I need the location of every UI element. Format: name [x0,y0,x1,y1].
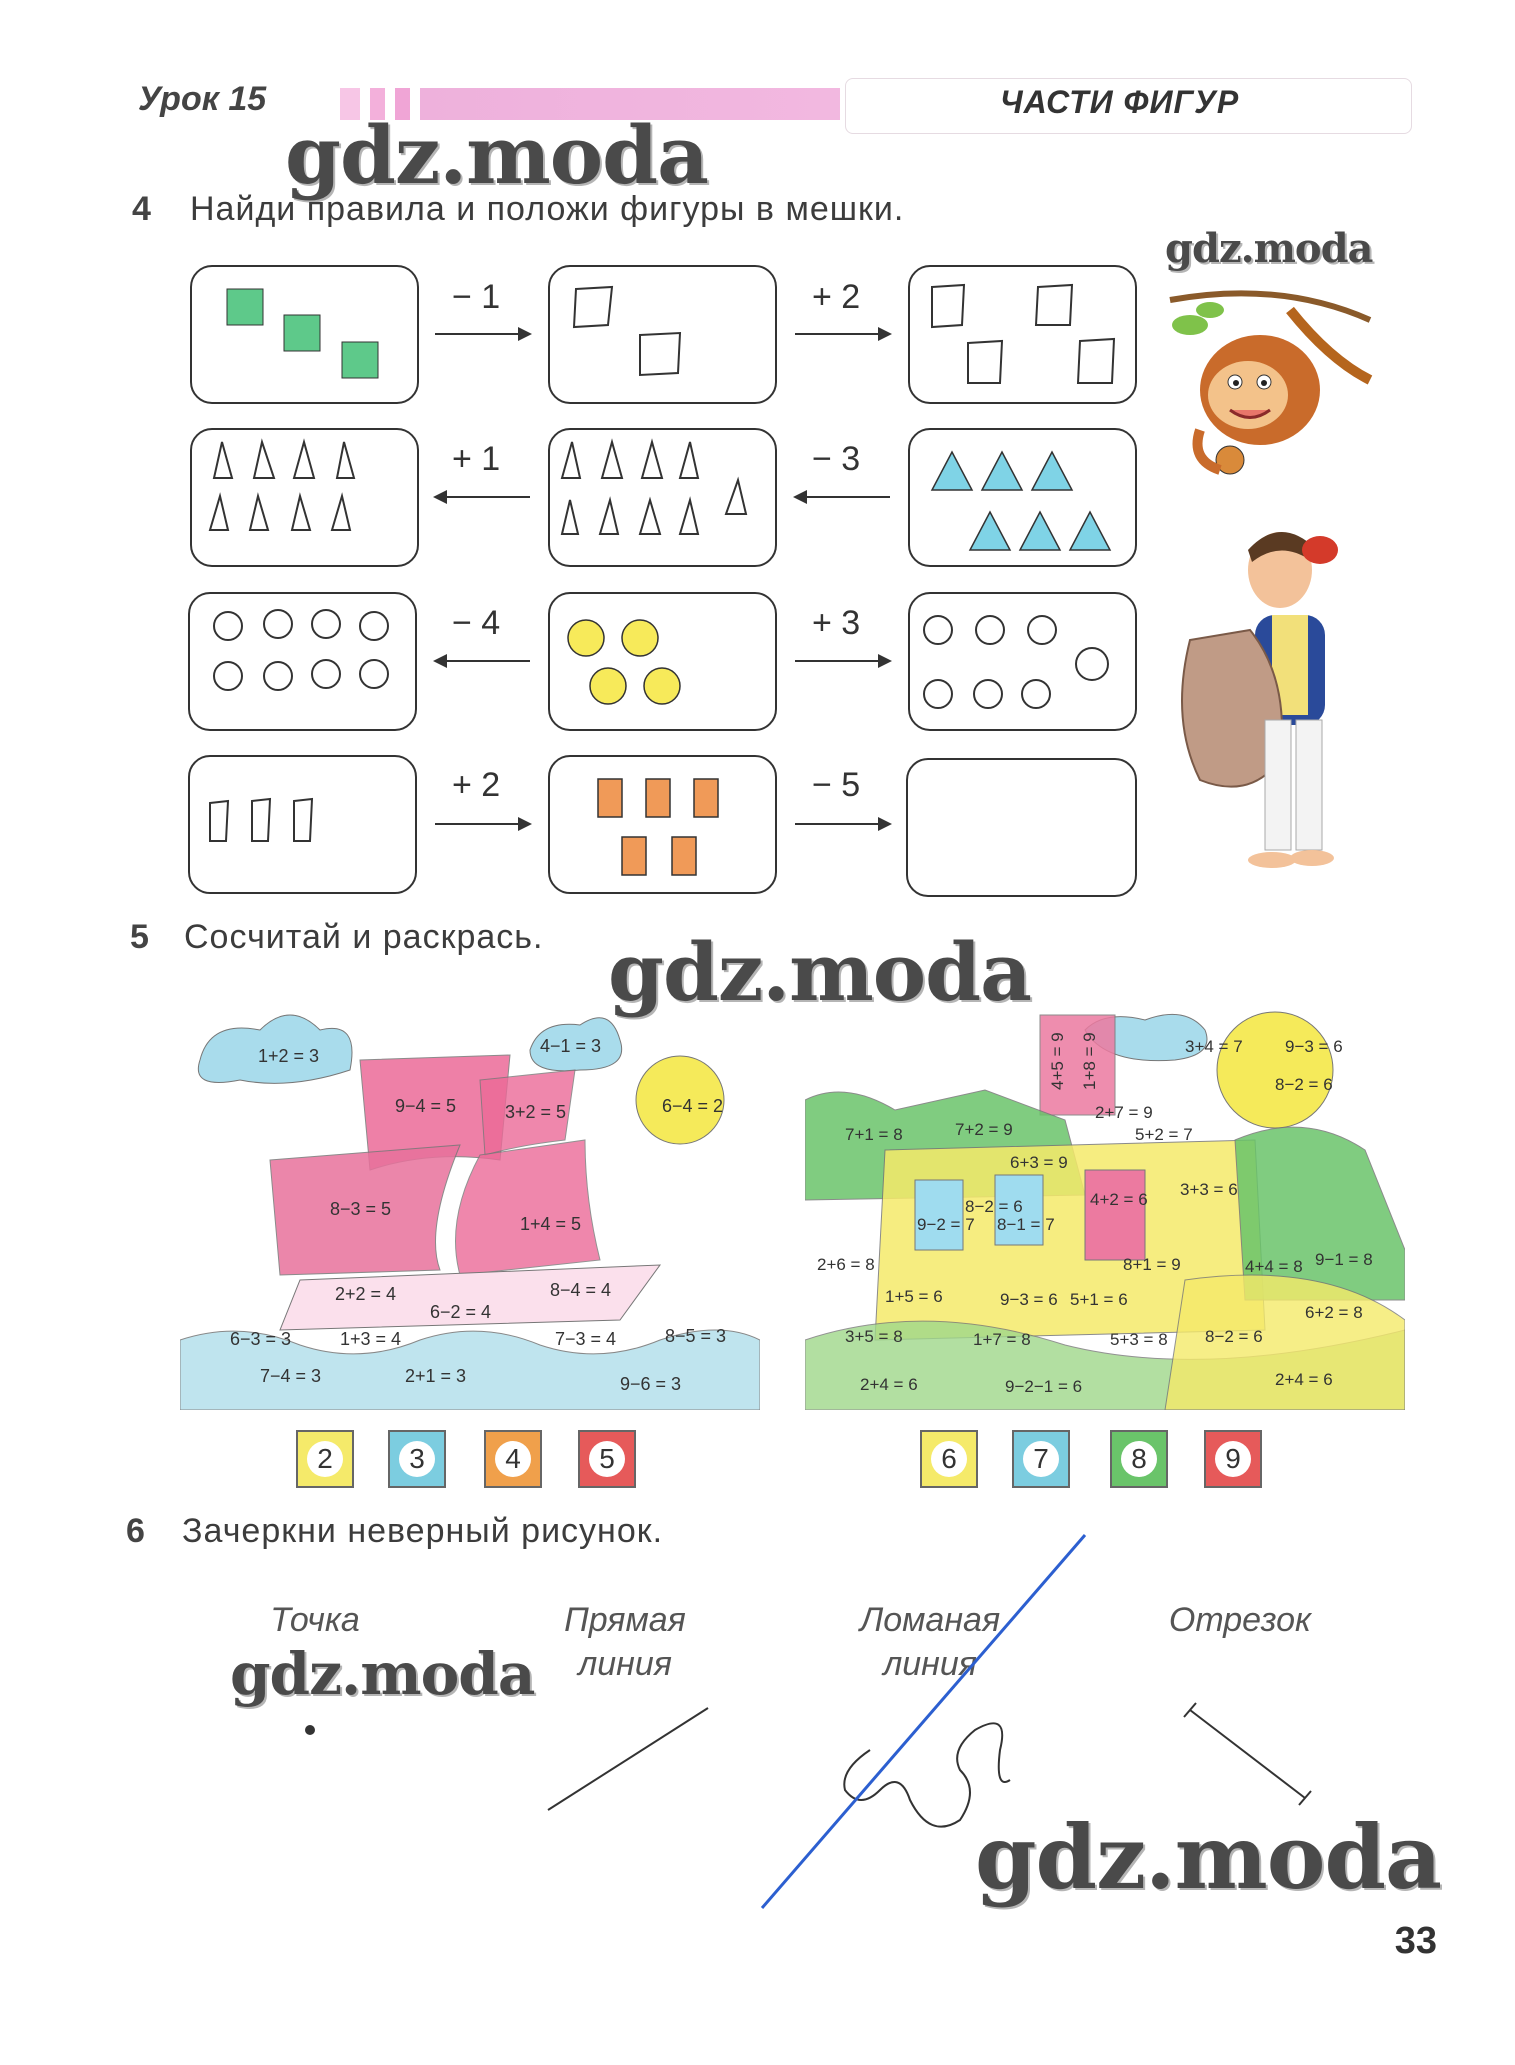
task-text: Зачеркни неверный рисунок. [182,1512,664,1550]
drawn-rectangles-icon [190,757,415,892]
ship-example-text: 9−6 = 3 [620,1374,682,1394]
bag-row3-col3[interactable] [908,592,1137,731]
color-key-3 [388,1430,446,1488]
house-example-text: 9−2−1 = 6 [1005,1377,1083,1396]
arrow-left-icon [435,660,530,662]
task-text: Найди правила и положи фигуры в мешки. [190,190,905,228]
figure-label-line: Ломаная [859,1601,1001,1639]
watermark-logo: gdz.moda [1165,225,1373,272]
color-key-number: 4 [495,1441,531,1477]
blue-triangles-icon [910,430,1135,565]
ship-example-text: 7−4 = 3 [260,1366,322,1386]
watermark-logo: gdz.moda [230,1640,535,1708]
drawn-squares-icon [550,267,775,402]
operation-label: − 5 [812,766,861,804]
ship-example-text: 6−4 = 2 [662,1096,724,1116]
bag-row1-col3[interactable] [908,265,1137,404]
ship-example-text: 8−5 = 3 [665,1326,727,1346]
house-example-text: 1+8 = 9 [1080,1032,1099,1090]
ship-example-text: 6−2 = 4 [430,1302,492,1322]
figure-label-line: Прямая [564,1601,686,1639]
orange-rectangles-icon [550,757,775,892]
ship-example-text: 8−4 = 4 [550,1280,612,1300]
house-example-text: 2+4 = 6 [1275,1370,1333,1389]
ship-example-text: 2+2 = 4 [335,1284,397,1304]
operation-label: + 2 [812,278,861,316]
arrow-right-icon [435,823,530,825]
house-example-text: 3+4 = 7 [1185,1037,1243,1056]
house-example-text: 9−1 = 8 [1315,1250,1373,1269]
task6-figures [0,1520,1515,1940]
ship-example-text: 2+1 = 3 [405,1366,467,1386]
cross-out-line [762,1535,1085,1908]
operation-label: − 3 [812,440,861,478]
drawn-circles-icon [190,594,415,729]
color-key-7 [1012,1430,1070,1488]
color-key-number: 5 [589,1441,625,1477]
boy-with-sack-illustration [1160,520,1390,880]
bag-row4-col1[interactable] [188,755,417,894]
color-key-2 [296,1430,354,1488]
ship-example-text: 9−4 = 5 [395,1096,457,1116]
lesson-label: Урок 15 [138,80,267,118]
arrow-left-icon [435,496,530,498]
arrow-right-icon [795,660,890,662]
ship-example-text: 6−3 = 3 [230,1329,292,1349]
figure-label-line: Отрезок [1168,1601,1312,1639]
color-key-6 [920,1430,978,1488]
color-key-5 [578,1430,636,1488]
ship-example-text: 1+3 = 4 [340,1329,402,1349]
color-key-number: 9 [1215,1441,1251,1477]
house-example-text: 9−2 = 7 [917,1215,975,1234]
segment-figure [1190,1710,1305,1798]
house-example-text: 4+4 = 8 [1245,1257,1303,1276]
arrow-right-icon [795,823,890,825]
green-squares-icon [192,267,417,402]
color-key-4 [484,1430,542,1488]
color-key-number: 8 [1121,1441,1157,1477]
arrow-right-icon [435,333,530,335]
arrow-right-icon [795,333,890,335]
house-example-text: 8−2 = 6 [1275,1075,1333,1094]
color-key-8 [1110,1430,1168,1488]
monkey-illustration [1160,270,1390,490]
operation-label: + 1 [452,440,501,478]
bag-row2-col2[interactable] [548,428,777,567]
drawn-triangles-icon [550,430,775,565]
arrow-left-icon [795,496,890,498]
page-number: 33 [1394,1920,1437,1962]
house-example-text: 7+1 = 8 [845,1125,903,1144]
house-example-text: 1+7 = 8 [973,1330,1031,1349]
straight-line-figure [548,1708,708,1810]
color-key-number: 3 [399,1441,435,1477]
ship-example-text: 7−3 = 4 [555,1329,617,1349]
house-example-text: 5+3 = 8 [1110,1330,1168,1349]
bag-row2-col3 [908,428,1137,567]
bag-row4-col3-empty[interactable] [906,758,1137,897]
operation-label: + 2 [452,766,501,804]
house-example-text: 5+1 = 6 [1070,1290,1128,1309]
ship-example-text: 8−3 = 5 [330,1199,392,1219]
house-example-text: 4+2 = 6 [1090,1190,1148,1209]
operation-label: + 3 [812,604,861,642]
yellow-circles-icon [550,594,775,729]
house-example-text: 9−3 = 6 [1000,1290,1058,1309]
task-text: Сосчитай и раскрась. [184,918,544,956]
ship-coloring-picture [180,1000,760,1410]
broken-line-figure [844,1723,1010,1826]
house-example-text: 8−1 = 7 [997,1215,1055,1234]
house-example-text: 3+3 = 6 [1180,1180,1238,1199]
ship-example-text: 3+2 = 5 [505,1102,567,1122]
figure-label-line: линия [883,1645,977,1683]
watermark-logo: gdz.moda [608,925,1031,1019]
house-example-text: 3+5 = 8 [845,1327,903,1346]
house-example-text: 8−2 = 6 [965,1197,1023,1216]
ship-example-text: 4−1 = 3 [540,1036,602,1056]
task-number: 4 [132,190,151,228]
operation-label: − 1 [452,278,501,316]
drawn-triangles-icon [192,430,417,565]
house-example-text: 5+2 = 7 [1135,1125,1193,1144]
house-example-text: 1+5 = 6 [885,1287,943,1306]
watermark-logo: gdz.moda [975,1805,1442,1909]
house-example-text: 8+1 = 9 [1123,1255,1181,1274]
watermark-logo: gdz.moda [285,108,708,202]
house-example-text: 2+7 = 9 [1095,1103,1153,1122]
color-key-9 [1204,1430,1262,1488]
ship-example-text: 1+2 = 3 [258,1046,320,1066]
ship-example-text: 1+4 = 5 [520,1214,582,1234]
house-coloring-picture [805,1000,1405,1410]
figure-label-line: линия [578,1645,672,1683]
house-example-text: 8−2 = 6 [1205,1327,1263,1346]
house-example-text: 6+3 = 9 [1010,1153,1068,1172]
house-example-text: 7+2 = 9 [955,1120,1013,1139]
drawn-circles-icon [910,594,1135,729]
bag-row3-col1[interactable] [188,592,417,731]
bag-row1-col1 [190,265,419,404]
house-example-text: 2+4 = 6 [860,1375,918,1394]
house-example-text: 4+5 = 9 [1048,1032,1067,1090]
house-example-text: 6+2 = 8 [1305,1303,1363,1322]
task-number: 5 [130,918,149,956]
bag-row4-col2 [548,755,777,894]
bag-row1-col2[interactable] [548,265,777,404]
operation-label: − 4 [452,604,501,642]
color-key-number: 6 [931,1441,967,1477]
point-figure [305,1725,315,1735]
color-key-number: 7 [1023,1441,1059,1477]
bag-row3-col2 [548,592,777,731]
color-key-number: 2 [307,1441,343,1477]
page-title: ЧАСТИ ФИГУР [1000,84,1240,120]
drawn-squares-icon [910,267,1135,402]
house-example-text: 9−3 = 6 [1285,1037,1343,1056]
house-example-text: 2+6 = 8 [817,1255,875,1274]
figure-label-line: Точка [270,1601,360,1639]
bag-row2-col1[interactable] [190,428,419,567]
task-number: 6 [126,1512,145,1550]
